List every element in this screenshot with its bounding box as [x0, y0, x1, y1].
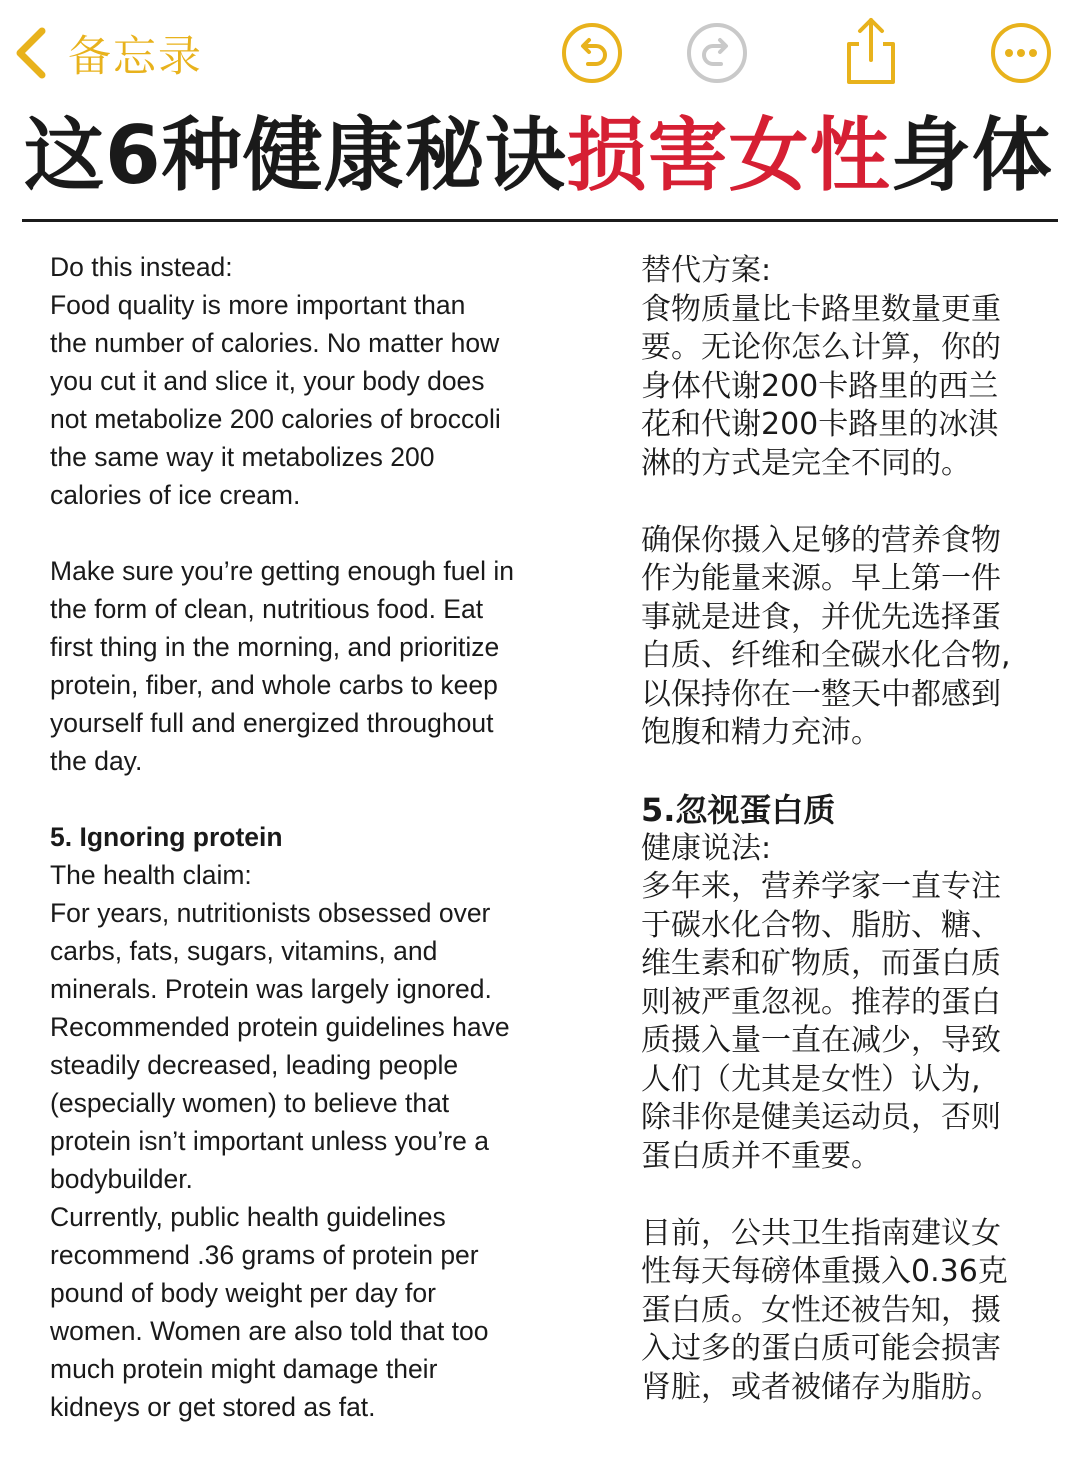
text-line: women. Women are also told that too	[50, 1316, 489, 1346]
title-highlight: 损害女性	[566, 109, 891, 202]
text-line: not metabolize 200 calories of broccoli	[50, 404, 501, 434]
text-line: the number of calories. No matter how	[50, 328, 500, 358]
text-line: 入过多的蛋白质可能会损害	[641, 1331, 1001, 1366]
text-line: the same way it metabolizes 200	[50, 442, 435, 472]
english-paragraph-1	[50, 248, 598, 514]
text-line: 淋的方式是完全不同的。	[641, 445, 971, 481]
text-line: Do this instead:	[50, 252, 233, 282]
text-line: 花和代谢200卡路里的冰淇	[641, 407, 999, 442]
chinese-paragraph-4	[641, 1215, 1041, 1408]
text-line: steadily decreased, leading people	[50, 1050, 459, 1080]
english-column	[50, 248, 598, 1426]
english-paragraph-2	[50, 552, 598, 780]
paragraph-gap	[50, 780, 598, 818]
chevron-left-icon	[12, 25, 50, 81]
text-line: 性每天每磅体重摄入0.36克	[641, 1254, 1008, 1289]
text-line: 以保持你在一整天中都感到	[641, 676, 1001, 712]
text-line: 食物质量比卡路里数量更重	[641, 291, 1001, 327]
text-line: 蛋白质。女性还被告知，摄	[641, 1292, 1001, 1328]
paragraph-gap	[641, 483, 1041, 522]
more-button[interactable]	[990, 22, 1052, 84]
english-paragraph-3	[50, 856, 598, 1426]
text-line: yourself full and energized throughout	[50, 708, 494, 738]
paragraph-gap	[641, 1176, 1041, 1215]
text-line: minerals. Protein was largely ignored.	[50, 974, 492, 1004]
text-line: recommend .36 grams of protein per	[50, 1240, 479, 1270]
text-line: the day.	[50, 746, 143, 776]
text-line: 要。无论你怎么计算，你的	[641, 330, 1001, 365]
title-divider	[22, 219, 1058, 222]
back-label: 备忘录	[68, 31, 203, 82]
share-icon	[840, 16, 902, 86]
page-title	[24, 108, 1064, 204]
text-line: you cut it and slice it, your body does	[50, 366, 485, 396]
paragraph-gap	[641, 753, 1041, 792]
text-line: 除非你是健美运动员，否则	[641, 1100, 1001, 1135]
text-line: calories of ice cream.	[50, 480, 301, 510]
redo-button[interactable]	[686, 22, 748, 84]
text-line: Food quality is more important than	[50, 290, 466, 320]
text-line: 饱腹和精力充沛。	[641, 715, 881, 750]
text-line: 则被严重忽视。推荐的蛋白	[641, 984, 1001, 1020]
text-line: protein isn’t important unless you’re a	[50, 1126, 489, 1156]
text-line: 肾脏，或者被储存为脂肪。	[641, 1369, 1001, 1405]
text-line: the form of clean, nutritious food. Eat	[50, 594, 484, 624]
text-line: 质摄入量一直在减少，导致	[641, 1023, 1001, 1058]
text-line: 事就是进食，并优先选择蛋	[641, 599, 1001, 635]
text-line: 作为能量来源。早上第一件	[641, 561, 1001, 596]
text-line: 替代方案:	[641, 253, 772, 288]
text-line: pound of body weight per day for	[50, 1278, 436, 1308]
text-line: much protein might damage their	[50, 1354, 438, 1384]
undo-icon	[561, 22, 623, 84]
text-line: kidneys or get stored as fat.	[50, 1392, 376, 1422]
text-line: 维生素和矿物质，而蛋白质	[641, 946, 1001, 981]
text-line: (especially women) to believe that	[50, 1088, 450, 1118]
text-line: 确保你摄入足够的营养食物	[641, 522, 1001, 558]
text-line: 目前，公共卫生指南建议女	[641, 1215, 1001, 1251]
text-line: 蛋白质并不重要。	[641, 1138, 881, 1174]
redo-icon	[686, 22, 748, 84]
section-heading: 5. Ignoring protein	[50, 822, 283, 852]
chinese-paragraph-3	[641, 830, 1041, 1177]
text-line: Make sure you’re getting enough fuel in	[50, 556, 515, 586]
text-line: Recommended protein guidelines have	[50, 1012, 510, 1042]
text-line: 健康说法:	[641, 830, 772, 866]
text-line: carbs, fats, sugars, vitamins, and	[50, 936, 438, 966]
text-line: The health claim:	[50, 860, 252, 890]
text-line: 身体代谢200卡路里的西兰	[641, 368, 999, 404]
paragraph-gap	[50, 514, 598, 552]
chinese-paragraph-2	[641, 522, 1041, 753]
share-button[interactable]	[840, 16, 902, 86]
undo-button[interactable]	[561, 22, 623, 84]
text-line: first thing in the morning, and prioritize	[50, 632, 500, 662]
back-button[interactable]	[12, 20, 203, 86]
text-line: bodybuilder.	[50, 1164, 193, 1194]
text-line: 多年来，营养学家一直专注	[641, 869, 1001, 904]
title-part-3: 身体	[890, 109, 1053, 202]
text-line: 白质、纤维和全碳水化合物,	[641, 638, 1011, 673]
text-line: For years, nutritionists obsessed over	[50, 898, 491, 928]
text-line: 人们（尤其是女性）认为,	[641, 1061, 981, 1097]
section-heading: 5.忽视蛋白质	[641, 791, 836, 829]
chinese-paragraph-1	[641, 252, 1041, 483]
chinese-column	[641, 252, 1041, 1407]
navigation-bar	[0, 0, 1080, 108]
text-line: protein, fiber, and whole carbs to keep	[50, 670, 498, 700]
text-line: 于碳水化合物、脂肪、糖、	[641, 907, 1001, 943]
more-icon	[990, 22, 1052, 84]
title-part-1: 这6种健康秘诀	[24, 109, 567, 202]
text-line: Currently, public health guidelines	[50, 1202, 446, 1232]
